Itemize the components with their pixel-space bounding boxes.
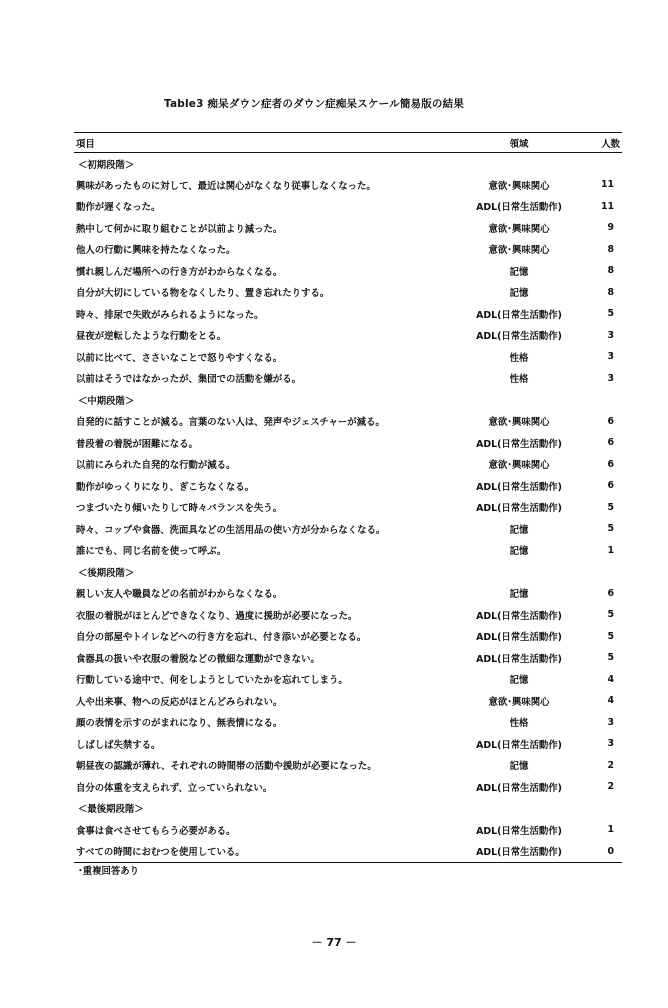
row-domain: ADL(日常生活動作) xyxy=(476,847,562,858)
row-count: 5 xyxy=(607,652,614,664)
row-item: 以前にみられた自発的な行動が減る。 xyxy=(76,460,236,472)
stage-row xyxy=(74,561,622,583)
row-item: 自発的に話すことが減る。言葉のない人は、発声やジェスチャーが減る。 xyxy=(76,417,385,429)
row-count: 8 xyxy=(607,243,614,255)
row-domain: ADL(日常生活動作) xyxy=(476,610,562,622)
row-domain: 意欲･興味関心 xyxy=(488,223,550,235)
table-row xyxy=(74,755,622,777)
table-header-row xyxy=(74,133,622,153)
table-row xyxy=(74,841,622,863)
row-item: 動作がゆっくりになり、ぎこちなくなる。 xyxy=(76,481,255,493)
table-body xyxy=(74,153,622,863)
row-domain: ADL(日常生活動作) xyxy=(476,331,562,343)
footnote: ･重複回答あり xyxy=(78,866,139,877)
row-count: 6 xyxy=(607,415,614,427)
row-item: しばしば失禁する。 xyxy=(76,739,161,751)
row-domain: 記憶 xyxy=(509,288,529,300)
row-item: 昼夜が逆転したような行動をとる。 xyxy=(76,331,227,343)
table-row xyxy=(74,583,622,605)
row-domain: ADL(日常生活動作) xyxy=(476,438,562,450)
row-domain: 記憶 xyxy=(509,524,529,536)
table-row xyxy=(74,432,622,454)
row-count: 3 xyxy=(607,329,614,341)
row-count: 11 xyxy=(600,200,614,212)
row-count: 4 xyxy=(607,695,614,707)
row-domain: 記憶 xyxy=(509,761,529,773)
row-domain: ADL(日常生活動作) xyxy=(476,739,562,751)
table-row xyxy=(74,540,622,562)
row-domain: 意欲･興味関心 xyxy=(488,696,550,708)
stage-row xyxy=(74,389,622,411)
row-count: 1 xyxy=(607,824,614,836)
stage-row xyxy=(74,798,622,820)
row-item: 熱中して何かに取り組むことが以前より減った。 xyxy=(76,223,283,235)
row-count: 2 xyxy=(607,759,614,771)
row-count: 6 xyxy=(607,437,614,449)
table-row xyxy=(74,819,622,841)
row-domain: ADL(日常生活動作) xyxy=(476,653,562,665)
table-row xyxy=(74,733,622,755)
table-row xyxy=(74,776,622,798)
row-domain: ADL(日常生活動作) xyxy=(476,503,562,515)
table-row xyxy=(74,647,622,669)
table-row xyxy=(74,497,622,519)
table-row xyxy=(74,454,622,476)
header-domain: 領域 xyxy=(509,139,529,150)
row-item: 顔の表情を示すのがまれになり、無表情になる。 xyxy=(76,718,283,730)
row-item: 興味があったものに対して、最近は関心がなくなり従事しなくなった。 xyxy=(76,180,376,192)
row-domain: 意欲･興味関心 xyxy=(488,417,550,429)
table-row xyxy=(74,260,622,282)
stage-label: ＜初期段階＞ xyxy=(78,159,135,171)
row-count: 8 xyxy=(607,286,614,298)
row-domain: ADL(日常生活動作) xyxy=(476,309,562,321)
row-item: 以前に比べて、ささいなことで怒りやすくなる。 xyxy=(76,352,283,364)
row-count: 6 xyxy=(607,458,614,470)
row-domain: ADL(日常生活動作) xyxy=(476,632,562,644)
row-count: 3 xyxy=(607,351,614,363)
row-item: 自分が大切にしている物をなくしたり、置き忘れたりする。 xyxy=(76,288,330,300)
row-item: 動作が遅くなった。 xyxy=(76,202,161,214)
row-domain: ADL(日常生活動作) xyxy=(476,481,562,493)
row-item: 他人の行動に興味を持たなくなった。 xyxy=(76,245,236,257)
row-count: 1 xyxy=(607,544,614,556)
row-item: 以前はそうではなかったが、集団での活動を嫌がる。 xyxy=(76,374,302,386)
table-row xyxy=(74,303,622,325)
row-item: すべての時間におむつを使用している。 xyxy=(76,847,245,858)
table-row xyxy=(74,174,622,196)
row-domain: 記憶 xyxy=(509,675,529,687)
table-row xyxy=(74,475,622,497)
row-count: 5 xyxy=(607,609,614,621)
row-count: 5 xyxy=(607,308,614,320)
row-domain: ADL(日常生活動作) xyxy=(476,782,562,794)
row-item: 慣れ親しんだ場所への行き方がわからなくなる。 xyxy=(76,266,283,278)
row-item: 食事は食べさせてもらう必要がある。 xyxy=(76,825,236,837)
row-item: 親しい友人や職員などの名前がわからなくなる。 xyxy=(76,589,283,601)
row-domain: ADL(日常生活動作) xyxy=(476,202,562,214)
stage-label: ＜最後期段階＞ xyxy=(78,804,144,816)
row-domain: 性格 xyxy=(509,352,529,364)
row-count: 6 xyxy=(607,587,614,599)
table-row xyxy=(74,196,622,218)
row-item: 普段着の着脱が困難になる。 xyxy=(76,438,198,450)
row-item: 食器具の扱いや衣服の着脱などの微細な運動ができない。 xyxy=(76,653,320,665)
row-item: 自分の体重を支えられず、立っていられない。 xyxy=(76,782,273,794)
page-number: － 77 － xyxy=(311,936,357,949)
table-row xyxy=(74,325,622,347)
row-count: 11 xyxy=(600,179,614,191)
row-count: 2 xyxy=(607,781,614,793)
table-row xyxy=(74,712,622,734)
table-row xyxy=(74,669,622,691)
header-item: 項目 xyxy=(76,139,95,150)
row-count: 3 xyxy=(607,716,614,728)
row-count: 9 xyxy=(607,222,614,234)
stage-label: ＜後期段階＞ xyxy=(78,567,135,579)
row-item: 時々、排尿で失敗がみられるようになった。 xyxy=(76,309,264,321)
table-row xyxy=(74,239,622,261)
row-domain: 記憶 xyxy=(509,589,529,601)
row-item: 衣服の着脱がほとんどできなくなり、過度に援助が必要になった。 xyxy=(76,610,358,622)
row-domain: 意欲･興味関心 xyxy=(488,460,550,472)
row-count: 6 xyxy=(607,480,614,492)
table-row xyxy=(74,368,622,390)
header-count: 人数 xyxy=(601,139,620,150)
row-count: 0 xyxy=(607,845,614,857)
row-count: 8 xyxy=(607,265,614,277)
row-count: 4 xyxy=(607,673,614,685)
stage-label: ＜中期段階＞ xyxy=(78,395,135,407)
row-domain: 意欲･興味関心 xyxy=(488,245,550,257)
row-domain: 記憶 xyxy=(509,266,529,278)
table-row xyxy=(74,282,622,304)
table-row xyxy=(74,217,622,239)
row-item: 朝昼夜の認識が薄れ、それぞれの時間帯の活動や援助が必要になった。 xyxy=(76,761,377,773)
row-domain: ADL(日常生活動作) xyxy=(476,825,562,837)
row-item: 時々、コップや食器、洗面具などの生活用品の使い方が分からなくなる。 xyxy=(76,524,386,536)
table-row xyxy=(74,411,622,433)
row-count: 3 xyxy=(607,372,614,384)
table-row xyxy=(74,604,622,626)
row-domain: 性格 xyxy=(509,718,529,730)
row-item: つまづいたり傾いたりして時々バランスを失う。 xyxy=(76,503,282,515)
row-domain: 記憶 xyxy=(509,546,529,558)
row-domain: 意欲･興味関心 xyxy=(488,180,550,192)
stage-row xyxy=(74,153,622,175)
row-count: 5 xyxy=(607,523,614,535)
row-count: 3 xyxy=(607,738,614,750)
row-item: 行動している途中で、何をしようとしていたかを忘れてしまう。 xyxy=(76,675,348,687)
table-row xyxy=(74,518,622,540)
row-count: 5 xyxy=(607,501,614,513)
table-row xyxy=(74,346,622,368)
row-count: 5 xyxy=(607,630,614,642)
table-title: Table3 痴呆ダウン症者のダウン症痴呆スケール簡易版の結果 xyxy=(163,98,465,110)
row-item: 人や出来事、物への反応がほとんどみられない。 xyxy=(76,696,283,708)
row-item: 自分の部屋やトイレなどへの行き方を忘れ、付き添いが必要となる。 xyxy=(76,632,367,644)
results-table xyxy=(74,132,622,863)
table-row xyxy=(74,690,622,712)
row-domain: 性格 xyxy=(509,374,529,386)
row-item: 誰にでも、同じ名前を使って呼ぶ。 xyxy=(76,546,227,558)
table-row xyxy=(74,626,622,648)
